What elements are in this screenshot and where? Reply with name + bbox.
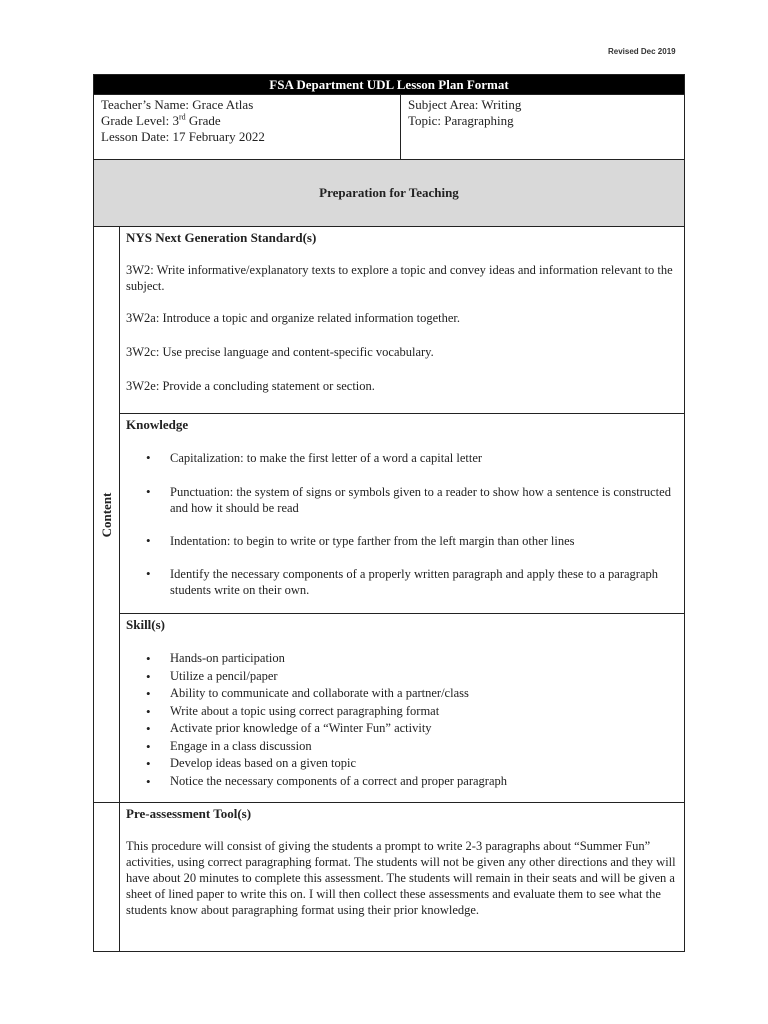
preassessment-heading: Pre-assessment Tool(s) (126, 806, 252, 821)
section-heading-preparation: Preparation for Teaching (94, 159, 684, 226)
skill-item: • Utilize a pencil/paper (126, 668, 678, 686)
assessment-section (94, 802, 684, 951)
lesson-date: Lesson Date: 17 February 2022 (101, 129, 265, 144)
skill-item: • Ability to communicate and collaborate with a partner/class (126, 685, 678, 703)
skills-cell (120, 613, 684, 802)
knowledge-heading: Knowledge (126, 417, 189, 432)
subject-info (401, 95, 684, 159)
teacher-name: Teacher’s Name: Grace Atlas (101, 97, 254, 112)
lesson-header (94, 94, 684, 159)
grade-level-text: Grade Level: 3 (101, 113, 179, 128)
grade-level-suffix: Grade (185, 113, 221, 128)
skill-item: • Engage in a class discussion (126, 738, 678, 756)
content-label: Content (98, 492, 114, 537)
lesson-topic: Topic: Paragraphing (408, 113, 514, 128)
assessment-cells (120, 803, 684, 951)
skill-item: • Notice the necessary components of a correct and proper paragraph (126, 773, 678, 791)
teacher-info (94, 95, 401, 159)
preassessment-cell (120, 803, 684, 951)
grade-level (101, 113, 393, 129)
standard-item: 3W2: Write informative/explanatory texts to explore a topic and convey ideas and information relevant to the subject. (126, 263, 673, 293)
form-title: FSA Department UDL Lesson Plan Format (94, 75, 684, 94)
subject-area: Subject Area: Writing (408, 97, 522, 112)
knowledge-item: • Punctuation: the system of signs or symbols given to a reader to show how a sentence is constructed and how it should be read (126, 484, 678, 516)
skills-list (126, 650, 678, 790)
skill-item: • Develop ideas based on a given topic (126, 755, 678, 773)
knowledge-item: • Indentation: to begin to write or type farther from the left margin than other lines (126, 533, 678, 549)
standards-cell (120, 227, 684, 413)
revision-note: Revised Dec 2019 (608, 47, 676, 56)
standards-heading: NYS Next Generation Standard(s) (126, 230, 317, 245)
lesson-plan-table (93, 74, 685, 952)
skill-item: • Activate prior knowledge of a “Winter Fun” activity (126, 720, 678, 738)
knowledge-item: • Identify the necessary components of a properly written paragraph and apply these to a paragraph students write on their own. (126, 566, 678, 598)
standard-item: 3W2c: Use precise language and content-specific vocabulary. (126, 345, 434, 359)
content-section (94, 226, 684, 802)
knowledge-list (126, 450, 678, 598)
knowledge-cell (120, 413, 684, 613)
content-cells (120, 227, 684, 802)
skill-item: • Hands-on participation (126, 650, 678, 668)
content-label-column (94, 227, 120, 802)
skill-item: • Write about a topic using correct paragraphing format (126, 703, 678, 721)
knowledge-item: • Capitalization: to make the first letter of a word a capital letter (126, 450, 678, 466)
grade-ordinal: rd (178, 112, 186, 122)
assessment-label-column (94, 803, 120, 951)
standard-item: 3W2a: Introduce a topic and organize related information together. (126, 311, 461, 325)
skills-heading: Skill(s) (126, 617, 166, 632)
standard-item: 3W2e: Provide a concluding statement or section. (126, 379, 375, 393)
preassessment-text: This procedure will consist of giving the students a prompt to write 2-3 paragraphs about “Summer Fun” activities, using correct paragraphing format. The students will not be given any other directions and they will have about 20 minutes to complete this assessment. The students will remain in their seats and will be given a sheet of lined paper to write this on. I will then collect these assessments and evaluate them to see what the students know about paragraphing format using their prior knowledge. (126, 839, 676, 917)
